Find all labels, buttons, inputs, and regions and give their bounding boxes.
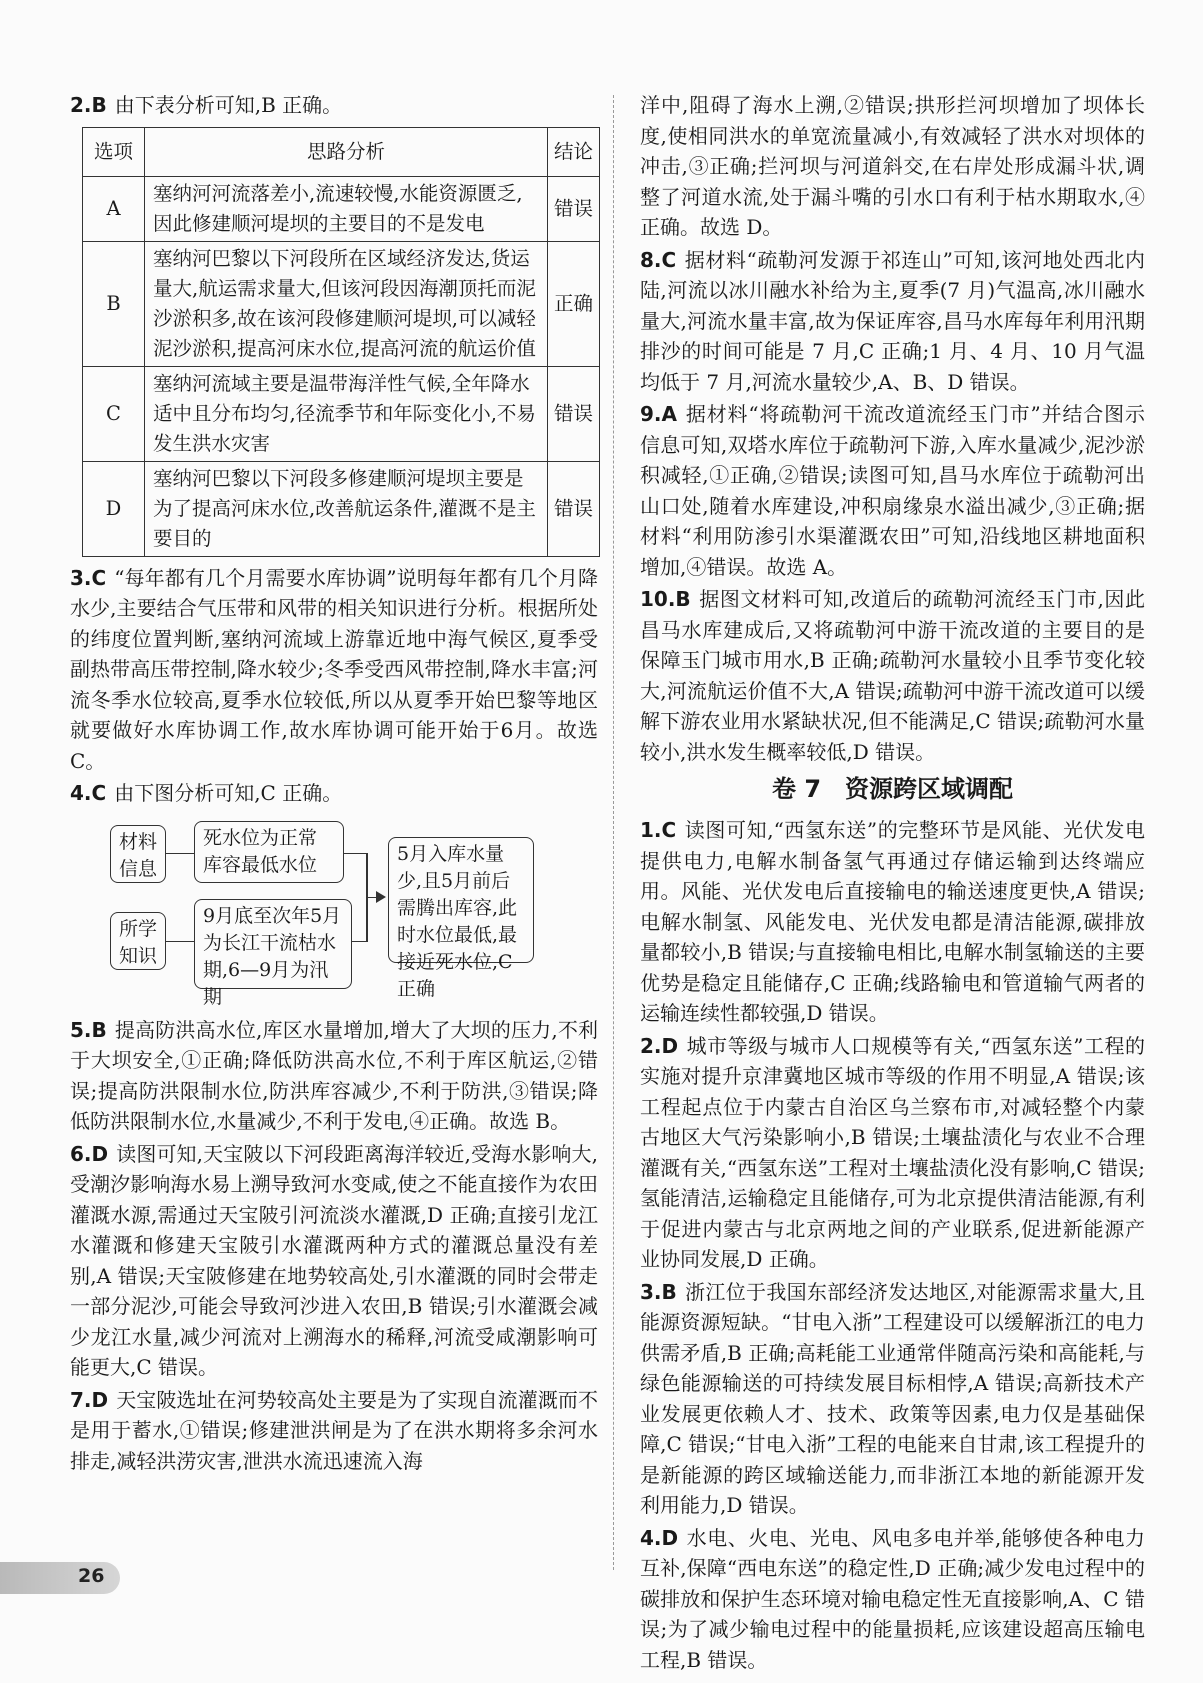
table-row — [83, 366, 600, 461]
flow-connector — [166, 941, 194, 943]
left-column — [70, 90, 598, 1478]
answer-text: “每年都有几个月需要水库协调”说明每年都有几个月降水少,主要结合气压带和风带的相关知识进行分析。根据所处的纬度位置判断,塞纳河流域上游靠近地中海气候区,夏季受副热带高压带控制,降水较少;冬季受西风带控制,降水丰富;河流冬季水位较高,夏季水位较低,所以从夏季开始巴黎等地区就要做好水库协调工作,故水库协调可能开始于6月。故选 C。 — [70, 565, 598, 773]
table-header: 思路分析 — [145, 127, 548, 176]
answer-text: 天宝陂选址在河势较高处主要是为了实现自流灌溉而不是用于蓄水,①错误;修建泄洪闸是为了在洪水期将多余河水排走,减轻洪涝灾害,泄洪水流迅速流入海 — [70, 1387, 598, 1473]
flow-box-result: 5月入库水量少,且5月前后需腾出库容,此时水位最低,最接近死水位,C正确 — [388, 837, 534, 963]
answer-4 — [70, 778, 598, 809]
arrow-icon — [376, 891, 386, 903]
table-cell-conclusion: 错误 — [548, 366, 600, 461]
table-cell-conclusion: 错误 — [548, 176, 600, 241]
answer-number: 4.C — [70, 781, 107, 805]
answer-text: 读图可知,天宝陂以下河段距离海洋较近,受海水影响大,受潮汐影响海水易上溯导致河水变咸,使之不能直接作为农田灌溉水源,需通过天宝陂引河流淡水灌溉,D 正确;直接引龙江水灌溉和修建天宝陂引水灌溉两种方式的灌溉总量没有差别,A 错误;天宝陂修建在地势较高处,引水灌溉的同时会带走一部分泥沙,可能会导致河沙进入农田,B 错误;引水灌溉会减少龙江水量,减少河流对上溯海水的稀释,河流受咸潮影响可能更大,C 错误。 — [70, 1141, 598, 1379]
table-cell-option: D — [83, 461, 145, 556]
answer-text: 由下图分析可知,C 正确。 — [114, 781, 343, 805]
table-row — [83, 461, 600, 556]
answer-text: 据图文材料可知,改道后的疏勒河流经玉门市,因此昌马水库建成后,又将疏勒河中游干流改道的主要目的是保障玉门城市用水,B 正确;疏勒河水量较小且季节变化较大,河流航运价值不大,A 错误;疏勒河中游干流改道可以缓解下游农业用水紧缺状况,但不能满足,C 错误;疏勒河水量较小,洪水发生概率较低,D 错误。 — [640, 587, 1145, 764]
table-cell-option: C — [83, 366, 145, 461]
answer-number: 2.D — [640, 1033, 679, 1058]
page-number: 26 — [78, 1565, 105, 1587]
flow-connector — [344, 853, 366, 855]
answer-number: 7.D — [70, 1387, 109, 1412]
answer-s4 — [640, 1523, 1145, 1676]
flow-box-material: 死水位为正常库容最低水位 — [194, 821, 344, 883]
answer-7-continued — [640, 90, 1145, 243]
answer-number: 6.D — [70, 1141, 109, 1166]
answer-s1 — [640, 815, 1145, 1029]
table-cell-analysis: 塞纳河流域主要是温带海洋性气候,全年降水适中且分布均匀,径流季节和年际变化小,不易发生洪水灾害 — [145, 366, 548, 461]
answer-number: 10.B — [640, 587, 691, 611]
answer-number: 8.C — [640, 247, 677, 272]
flow-diagram — [70, 815, 598, 1008]
answer-3 — [70, 563, 598, 777]
answer-text: 读图可知,“西氢东送”的完整环节是风能、光伏发电提供电力,电解水制备氢气再通过存储运输到达终端应用。风能、光伏发电后直接输电的输送速度更快,A 错误;电解水制氢、风能发电、光伏发电都是清洁能源,碳排放量都较小,B 错误;与直接输电相比,电解水制氢输送的主要优势是稳定且能储存,C 正确;线路输电和管道输气两者的运输连续性都较强,D 错误。 — [640, 818, 1145, 1025]
flow-label-material: 材料信息 — [110, 825, 166, 883]
answer-s2 — [640, 1031, 1145, 1275]
answer-text: 城市等级与城市人口规模等有关,“西氢东送”工程的实施对提升京津冀地区城市等级的作用不明显,A 错误;该工程起点位于内蒙古自治区乌兰察布市,对减轻整个内蒙古地区大气污染影响小,B 错误;土壤盐渍化与农业不合理灌溉有关,“西氢东送”工程对土壤盐渍化没有影响,C 错误;氢能清洁,运输稳定且能储存,可为北京提供清洁能源,有利于促进内蒙古与北京两地之间的产业联系,促进新能源产业协同发展,D 正确。 — [640, 1033, 1145, 1271]
right-column — [640, 90, 1145, 1677]
flow-label-knowledge: 所学知识 — [110, 912, 166, 970]
answer-7 — [70, 1385, 598, 1477]
answer-text: 由下表分析可知,B 正确。 — [114, 93, 343, 117]
flow-connector — [352, 941, 366, 943]
answer-s3 — [640, 1277, 1145, 1521]
table-cell-conclusion: 错误 — [548, 461, 600, 556]
answer-text: 水电、火电、光电、风电多电并举,能够使各种电力互补,保障“西电东送”的稳定性,D 正确;减少发电过程中的碳排放和保护生态环境对输电稳定性无直接影响,A、C 错误;为了减少输电过程中的能量损耗,应该建设超高压输电工程,B 错误。 — [640, 1525, 1145, 1672]
section-title: 卷 7 资源跨区域调配 — [771, 775, 1014, 803]
table-row — [83, 176, 600, 241]
answer-text: 浙江位于我国东部经济发达地区,对能源需求量大,且能源资源短缺。“甘电入浙”工程建设可以缓解浙江的电力供需矛盾,B 正确;高耗能工业通常伴随高污染和高能耗,与绿色能源输送的可持续发展目标相悖,A 错误;高新技术产业发展更依赖人才、技术、政策等因素,电力仅是基础保障,C 错误;“甘电入浙”工程的电能来自甘肃,该工程提升的是新能源的跨区域输送能力,而非浙江本地的新能源开发利用能力,D 错误。 — [640, 1279, 1145, 1517]
table-cell-analysis: 塞纳河河流落差小,流速较慢,水能资源匮乏,因此修建顺河堤坝的主要目的不是发电 — [145, 176, 548, 241]
flow-connector — [166, 853, 194, 855]
answer-2 — [70, 90, 598, 121]
answer-number: 2.B — [70, 93, 107, 117]
table-header: 选项 — [83, 127, 145, 176]
table-row — [83, 241, 600, 366]
answer-9 — [640, 399, 1145, 582]
flow-box-knowledge: 9月底至次年5月为长江干流枯水期,6—9月为汛期 — [194, 899, 352, 989]
answer-text: 提高防洪高水位,库区水量增加,增大了大坝的压力,不利于大坝安全,①正确;降低防洪高水位,不利于库区航运,②错误;提高防洪限制水位,防洪库容减少,不利于防洪,③错误;降低防洪限制水位,水量减少,不利于发电,④正确。故选 B。 — [70, 1017, 598, 1133]
page-number-tab — [0, 1562, 120, 1594]
answer-number: 5.B — [70, 1017, 107, 1042]
flow-connector — [366, 897, 376, 899]
answer-number: 4.D — [640, 1525, 679, 1550]
answer-10 — [640, 584, 1145, 767]
answer-8 — [640, 245, 1145, 398]
table-cell-analysis: 塞纳河巴黎以下河段多修建顺河堤坝主要是为了提高河床水位,改善航运条件,灌溉不是主要目的 — [145, 461, 548, 556]
table-cell-option: A — [83, 176, 145, 241]
table-cell-analysis: 塞纳河巴黎以下河段所在区域经济发达,货运量大,航运需求量大,但该河段因海潮顶托而泥沙淤积多,故在该河段修建顺河堤坝,可以减轻泥沙淤积,提高河床水位,提高河流的航运价值 — [145, 241, 548, 366]
analysis-table — [82, 127, 600, 557]
answer-number: 3.B — [640, 1279, 677, 1304]
answer-text: 据材料“疏勒河发源于祁连山”可知,该河地处西北内陆,河流以冰川融水补给为主,夏季(7 月)气温高,冰川融水量大,河流水量丰富,故为保证库容,昌马水库每年利用汛期排沙的时间可能是 7 月,C 正确;1 月、4 月、10 月气温均低于 7 月,河流水量较少,A、B、D 错误。 — [640, 247, 1145, 394]
answer-text: 洋中,阻碍了海水上溯,②错误;拱形拦河坝增加了坝体长度,使相同洪水的单宽流量减小,有效减轻了洪水对坝体的冲击,③正确;拦河坝与河道斜交,在右岸处形成漏斗状,调整了河道水流,处于漏斗嘴的引水口有利于枯水期取水,④正确。故选 D。 — [640, 93, 1145, 239]
table-header: 结论 — [548, 127, 600, 176]
table-cell-conclusion: 正确 — [548, 241, 600, 366]
answer-number: 9.A — [640, 402, 677, 426]
answer-5 — [70, 1015, 598, 1137]
answer-text: 据材料“将疏勒河干流改道流经玉门市”并结合图示信息可知,双塔水库位于疏勒河下游,入库水量减少,泥沙淤积减轻,①正确,②错误;读图可知,昌马水库位于疏勒河出山口处,随着水库建设,冲积扇缘泉水溢出减少,③正确;据材料“利用防渗引水渠灌溉农田”可知,沿线地区耕地面积增加,④错误。故选 A。 — [640, 402, 1145, 579]
table-header-row — [83, 127, 600, 176]
column-divider — [613, 95, 614, 1570]
answer-number: 3.C — [70, 565, 107, 590]
answer-number: 1.C — [640, 818, 677, 842]
table-cell-option: B — [83, 241, 145, 366]
answer-6 — [70, 1139, 598, 1383]
